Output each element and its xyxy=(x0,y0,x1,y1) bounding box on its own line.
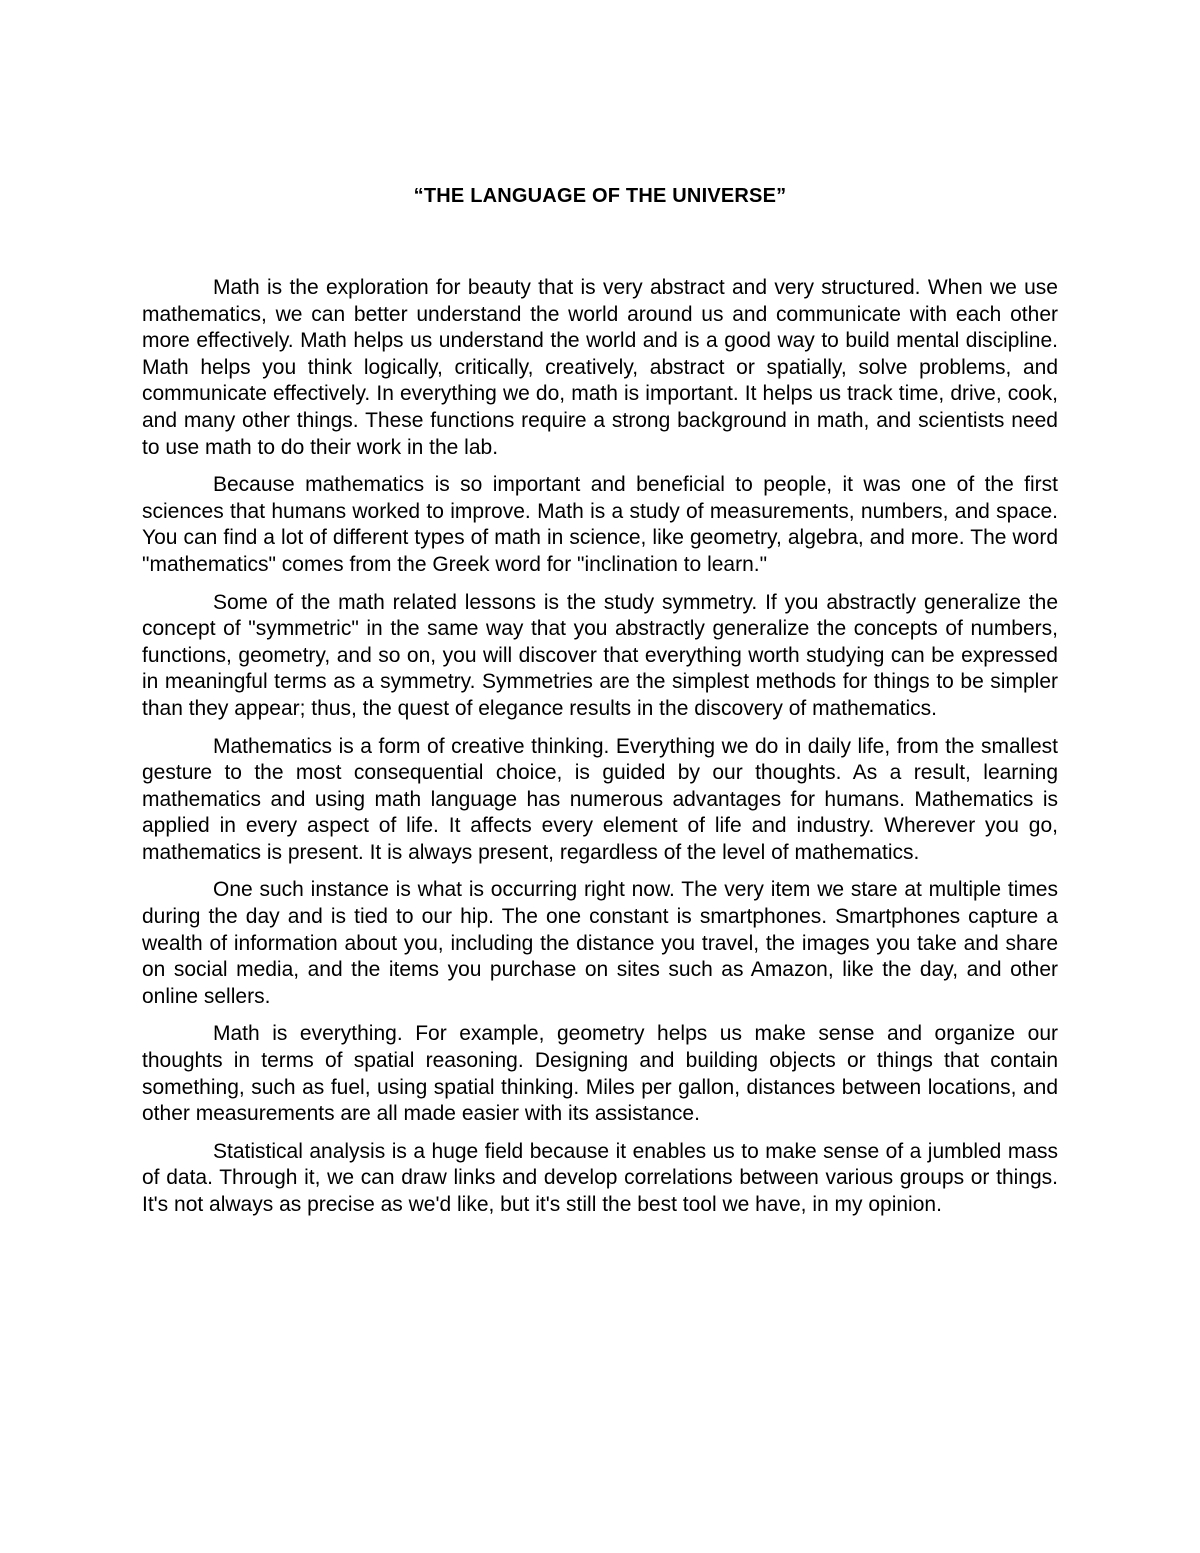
essay-body xyxy=(142,275,1058,1230)
paragraph-7: Statistical analysis is a huge field because it enables us to make sense of a jumbled mass of data. Through it, we can draw links and develop correlations between various groups or things. It's not always as precise as we'd like, but it's still the best tool we have, in my opinion. xyxy=(142,1139,1058,1216)
paragraph-5: One such instance is what is occurring right now. The very item we stare at multiple times during the day and is tied to our hip. The one constant is smartphones. Smartphones capture a wealth of information about you, including the distance you travel, the images you take and share on social media, and the items you purchase on sites such as Amazon, like the day, and other online sellers. xyxy=(142,878,1058,1008)
paragraph-3: Some of the math related lessons is the study symmetry. If you abstractly generalize the concept of "symmetric" in the same way that you abstractly generalize the concepts of numbers, functions, geometry, and so on, you will discover that everything worth studying can be expressed in meaningful terms as a symmetry. Symmetries are the simplest methods for things to be simpler than they appear; thus, the quest of elegance results in the discovery of mathematics. xyxy=(142,590,1058,720)
paragraph-6: Math is everything. For example, geometry helps us make sense and organize our thoughts in terms of spatial reasoning. Designing and building objects or things that contain something, such as fuel, using spatial thinking. Miles per gallon, distances between locations, and other measurements are all made easier with its assistance. xyxy=(142,1022,1058,1126)
paragraph-4: Mathematics is a form of creative thinking. Everything we do in daily life, from the smallest gesture to the most consequential choice, is guided by our thoughts. As a result, learning mathematics and using math language has numerous advantages for humans. Mathematics is applied in every aspect of life. It affects every element of life and industry. Wherever you go, mathematics is present. It is always present, regardless of the level of mathematics. xyxy=(142,734,1058,864)
paragraph-2: Because mathematics is so important and beneficial to people, it was one of the first sciences that humans worked to improve. Math is a study of measurements, numbers, and space. You can find a lot of different types of math in science, like geometry, algebra, and more. The word "mathematics" comes from the Greek word for "inclination to learn." xyxy=(142,473,1058,576)
essay-title: “THE LANGUAGE OF THE UNIVERSE” xyxy=(413,185,787,207)
paragraph-1: Math is the exploration for beauty that is very abstract and very structured. When we use mathematics, we can better understand the world around us and communicate with each other more effectively. Math helps us understand the world and is a good way to build mental discipline. Math helps you think logically, critically, creatively, abstract or spatially, solve problems, and communicate effectively. In everything we do, math is important. It helps us track time, drive, cook, and many other things. These functions require a strong background in math, and scientists need to use math to do their work in the lab. xyxy=(142,276,1058,459)
